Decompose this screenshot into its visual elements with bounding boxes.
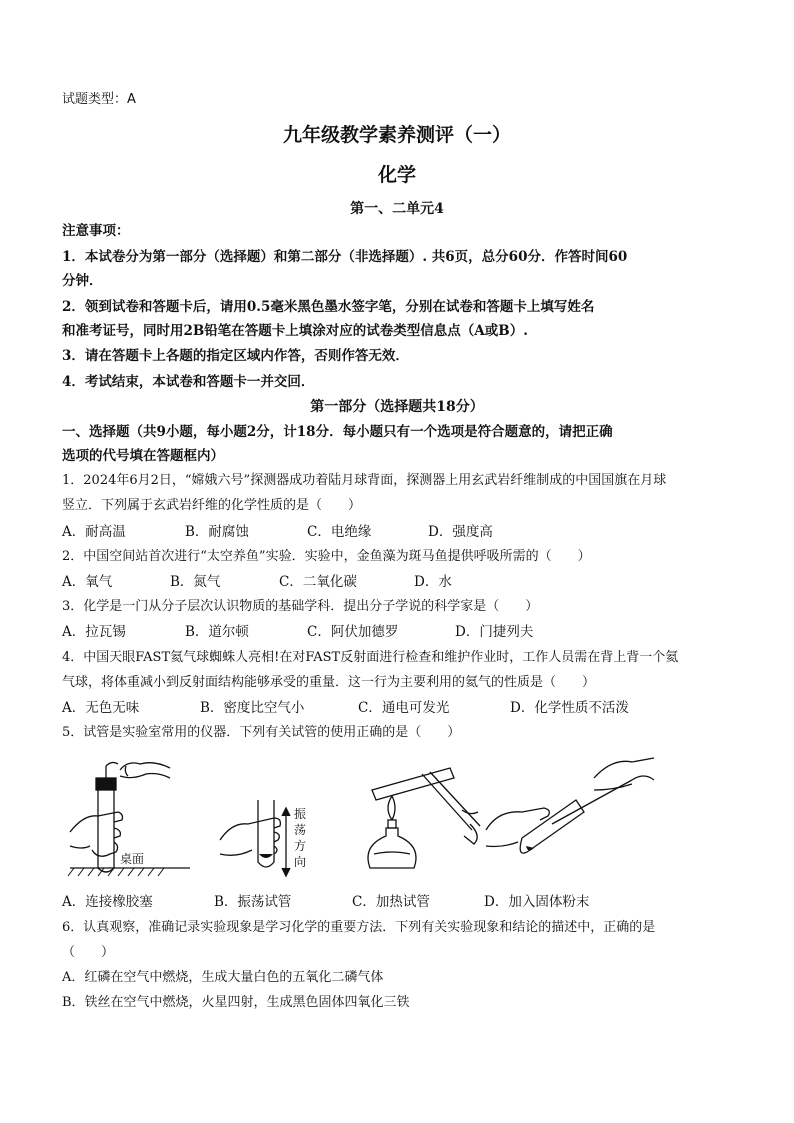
exam-title: 九年级教学素养测评（一） [282, 124, 511, 146]
q5-option-b: B．振荡试管 [214, 894, 292, 910]
notice-item-1: 1．本试卷分为第一部分（选择题）和第二部分（非选择题）. 共6页，总分60分．作答时间60 [62, 249, 628, 265]
q3-option-c: C．阿伏加德罗 [307, 624, 399, 640]
section-heading-line2: 选项的代号填在答题框内） [62, 448, 224, 464]
shake-direction-label: 振荡方向 [294, 807, 307, 869]
q3-option-a: A．拉瓦锡 [62, 624, 126, 640]
q2-option-c: C．二氧化碳 [279, 574, 357, 590]
q4-option-b: B．密度比空气小 [200, 700, 305, 716]
q2-option-d: D．水 [414, 574, 452, 590]
q1-stem-line1: 1．2024年6月2日，“嫦娥六号”探测器成功着陆月球背面，探测器上用玄武岩纤维制成的中国国旗在月球 [62, 473, 667, 488]
q1-option-d: D．强度高 [428, 524, 493, 540]
notice-heading: 注意事项： [62, 223, 130, 239]
notice-item-4: 4．考试结束，本试卷和答题卡一并交回． [62, 374, 315, 390]
units-subtitle: 第一、二单元4 [350, 201, 444, 217]
q4-option-a: A．无色无味 [62, 700, 140, 716]
powder-illustration [482, 750, 662, 890]
q5-figures [62, 750, 752, 890]
q3-stem: 3．化学是一门从分子层次认识物质的基础学科．提出分子学说的科学家是（ ） [62, 599, 539, 614]
q4-option-c: C．通电可发光 [358, 700, 450, 716]
paper-type-label: 试题类型：A [62, 92, 136, 107]
q2-option-b: B．氮气 [170, 574, 221, 590]
figure-a-stopper [62, 750, 202, 890]
q1-option-b: B．耐腐蚀 [185, 524, 249, 540]
q1-option-c: C．电绝缘 [307, 524, 372, 540]
q3-option-d: D．门捷列夫 [455, 624, 534, 640]
subject-title: 化学 [377, 164, 416, 186]
q4-stem-line2: 气球，将体重减小到反射面结构能够承受的重量．这一行为主要利用的氦气的性质是（ ） [62, 675, 596, 690]
q2-stem: 2．中国空间站首次进行“太空养鱼”实验．实验中，金鱼藻为斑马鱼提供呼吸所需的（ ） [62, 549, 591, 564]
part1-heading: 第一部分（选择题共18分） [310, 399, 484, 415]
q4-option-d: D．化学性质不活泼 [510, 700, 629, 716]
notice-item-1-cont: 分钟． [62, 273, 103, 289]
figure-c-heating [352, 750, 502, 890]
notice-item-2-cont: 和准考证号，同时用2B铅笔在答题卡上填涂对应的试卷类型信息点（A或B）. [62, 323, 528, 339]
shaking-illustration [212, 750, 352, 890]
q4-stem-line1: 4．中国天眼FAST氦气球蜘蛛人亮相!在对FAST反射面进行检查和维护作业时，工作人员需在背上背一个氦 [62, 650, 679, 665]
stopper-illustration [62, 750, 202, 890]
figure-b-shaking [212, 750, 352, 890]
q5-option-c: C．加热试管 [352, 894, 430, 910]
q6-stem-line1: 6．认真观察，准确记录实验现象是学习化学的重要方法．下列有关实验现象和结论的描述中，正确的是 [62, 920, 656, 935]
q6-option-a: A．红磷在空气中燃烧，生成大量白色的五氧化二磷气体 [62, 970, 384, 985]
section-heading-line1: 一、选择题（共9小题，每小题2分，计18分．每小题只有一个选项是符合题意的，请把正确 [62, 424, 613, 440]
figure-d-powder [482, 750, 662, 890]
q1-option-a: A．耐高温 [62, 524, 126, 540]
heating-illustration [352, 750, 502, 890]
q3-option-b: B．道尔顿 [185, 624, 249, 640]
q5-stem: 5．试管是实验室常用的仪器．下列有关试管的使用正确的是（ ） [62, 725, 461, 740]
q6-stem-line2: （ ） [62, 945, 115, 960]
q1-stem-line2: 竖立．下列属于玄武岩纤维的化学性质的是（ ） [62, 498, 362, 513]
notice-item-3: 3．请在答题卡上各题的指定区域内作答，否则作答无效． [62, 348, 409, 364]
q6-option-b: B．铁丝在空气中燃烧，火星四射，生成黑色固体四氧化三铁 [62, 995, 410, 1010]
desk-label: 桌面 [120, 852, 145, 866]
notice-item-2: 2．领到试卷和答题卡后，请用0.5毫米黑色墨水签字笔，分别在试卷和答题卡上填写姓名 [62, 299, 595, 315]
q5-option-a: A．连接橡胶塞 [62, 894, 153, 910]
q2-option-a: A．氧气 [62, 574, 113, 590]
q5-option-d: D．加入固体粉末 [484, 894, 590, 910]
